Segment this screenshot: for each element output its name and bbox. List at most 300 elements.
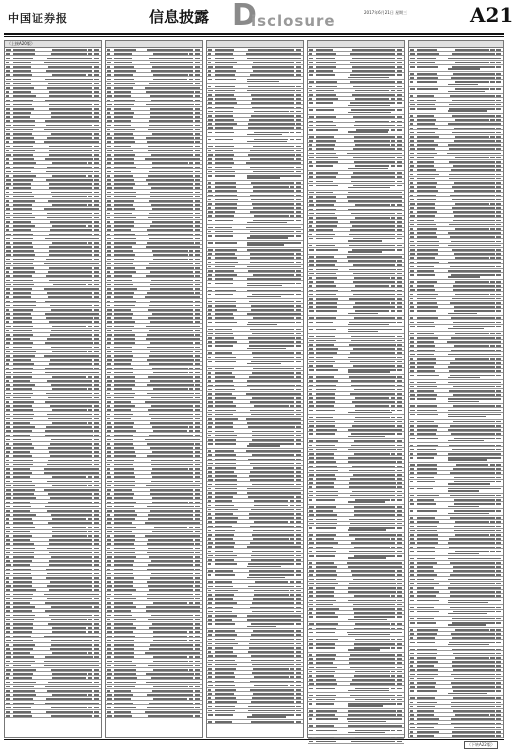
cell-text bbox=[88, 213, 93, 215]
cell-text bbox=[114, 690, 132, 692]
cell-text bbox=[417, 95, 434, 97]
cell-text bbox=[296, 546, 301, 548]
cell-text bbox=[490, 132, 495, 134]
cell-text bbox=[316, 623, 338, 625]
cell-text bbox=[397, 491, 402, 493]
cell-text bbox=[147, 552, 194, 554]
cell-text bbox=[208, 676, 212, 678]
cell-text bbox=[353, 148, 392, 150]
cell-text bbox=[215, 139, 233, 141]
cell-text bbox=[247, 290, 296, 292]
cell-text bbox=[397, 632, 402, 634]
cell-text bbox=[148, 585, 193, 587]
cell-text bbox=[309, 109, 313, 111]
cell-text bbox=[455, 333, 490, 335]
cell-text bbox=[88, 326, 93, 328]
cell-text bbox=[195, 623, 200, 625]
cell-text bbox=[316, 172, 339, 174]
cell-text bbox=[410, 682, 414, 684]
cell-text bbox=[448, 506, 478, 507]
cell-text bbox=[13, 615, 35, 617]
cell-text bbox=[13, 401, 34, 403]
cell-text bbox=[316, 125, 337, 127]
cell-text bbox=[215, 167, 233, 169]
cell-text bbox=[316, 551, 336, 553]
cell-text bbox=[290, 329, 295, 331]
cell-text bbox=[6, 359, 10, 361]
cell-text bbox=[88, 514, 93, 516]
cell-text bbox=[391, 741, 396, 743]
cell-text bbox=[94, 393, 99, 395]
cell-text bbox=[355, 699, 390, 701]
cell-text bbox=[94, 305, 99, 307]
cell-text bbox=[452, 132, 492, 134]
cell-text bbox=[6, 49, 11, 51]
cell-text bbox=[410, 723, 414, 725]
cell-text bbox=[410, 600, 414, 602]
cell-text bbox=[208, 79, 212, 81]
cell-text bbox=[350, 221, 394, 223]
cell-text bbox=[391, 486, 396, 488]
cell-text bbox=[391, 121, 396, 123]
cell-text bbox=[107, 615, 111, 617]
cell-text bbox=[107, 250, 111, 252]
cell-text bbox=[195, 187, 200, 189]
cell-text bbox=[189, 326, 194, 328]
cell-text bbox=[309, 369, 314, 371]
cell-text bbox=[189, 468, 194, 470]
cell-text bbox=[247, 81, 279, 82]
cell-text bbox=[215, 203, 238, 205]
cell-text bbox=[208, 372, 211, 374]
cell-text bbox=[417, 547, 436, 549]
cell-text bbox=[13, 246, 34, 248]
cell-text bbox=[208, 517, 212, 519]
cell-text bbox=[215, 668, 236, 670]
cell-text bbox=[391, 298, 396, 300]
cell-text bbox=[195, 564, 200, 566]
cell-text bbox=[417, 174, 439, 176]
cell-text bbox=[349, 234, 395, 236]
cell-text bbox=[490, 665, 495, 667]
cell-text bbox=[397, 429, 402, 431]
cell-text bbox=[410, 58, 415, 60]
cell-text bbox=[417, 132, 435, 134]
disclosure-table-column-4 bbox=[307, 40, 405, 738]
cell-text bbox=[189, 254, 194, 256]
cell-text bbox=[6, 317, 10, 319]
cell-text bbox=[391, 129, 396, 131]
cell-text bbox=[354, 277, 390, 279]
cell-text bbox=[417, 285, 435, 287]
cell-text bbox=[309, 352, 314, 354]
cell-text bbox=[309, 221, 313, 223]
cell-text bbox=[391, 49, 396, 51]
cell-text bbox=[107, 418, 110, 420]
cell-text bbox=[417, 228, 437, 230]
cell-text bbox=[309, 579, 314, 581]
table-row bbox=[308, 101, 404, 108]
cell-text bbox=[13, 531, 30, 533]
cell-text bbox=[249, 570, 293, 572]
cell-text bbox=[49, 250, 90, 252]
cell-text bbox=[52, 422, 87, 424]
cell-text bbox=[48, 397, 91, 399]
cell-text bbox=[152, 476, 190, 478]
cell-text bbox=[215, 235, 233, 237]
cell-text bbox=[490, 429, 495, 431]
cell-text bbox=[52, 485, 88, 487]
cell-text bbox=[316, 616, 338, 618]
cell-text bbox=[189, 627, 194, 629]
cell-text bbox=[189, 615, 194, 617]
cell-text bbox=[88, 284, 93, 286]
cell-text bbox=[353, 264, 392, 266]
cell-text bbox=[195, 200, 200, 202]
cell-text bbox=[49, 91, 90, 93]
cell-text bbox=[316, 357, 333, 359]
cell-text bbox=[253, 530, 290, 532]
cell-text bbox=[215, 689, 236, 691]
cell-text bbox=[490, 642, 495, 644]
cell-text bbox=[496, 618, 501, 620]
cell-text bbox=[215, 488, 237, 490]
cell-text bbox=[88, 225, 93, 227]
cell-text bbox=[450, 425, 493, 427]
cell-text bbox=[107, 330, 111, 332]
cell-text bbox=[316, 238, 334, 240]
cell-text bbox=[417, 266, 435, 268]
cell-text bbox=[309, 317, 314, 319]
cell-text bbox=[13, 271, 36, 273]
cell-text bbox=[215, 655, 237, 657]
cell-text bbox=[88, 497, 93, 499]
cell-text bbox=[309, 429, 313, 431]
cell-text bbox=[13, 677, 33, 679]
cell-text bbox=[189, 238, 194, 240]
table-row bbox=[409, 509, 503, 516]
cell-text bbox=[397, 688, 402, 690]
cell-text bbox=[148, 539, 193, 541]
cell-text bbox=[290, 651, 295, 653]
cell-text bbox=[195, 522, 200, 524]
cell-text bbox=[391, 269, 396, 271]
cell-text bbox=[496, 207, 501, 209]
cell-text bbox=[114, 347, 132, 349]
cell-text bbox=[309, 555, 314, 557]
cell-text bbox=[410, 438, 415, 440]
cell-text bbox=[290, 418, 295, 420]
cell-text bbox=[208, 651, 211, 653]
cell-text bbox=[296, 450, 301, 452]
cell-text bbox=[208, 352, 212, 354]
cell-text bbox=[296, 619, 301, 621]
cell-text bbox=[490, 148, 495, 150]
cell-text bbox=[195, 242, 200, 244]
cell-text bbox=[114, 414, 133, 416]
cell-text bbox=[490, 410, 495, 412]
cell-text bbox=[449, 224, 496, 226]
cell-text bbox=[94, 74, 99, 76]
cell-text bbox=[448, 513, 489, 514]
cell-text bbox=[296, 231, 301, 233]
cell-text bbox=[453, 710, 492, 712]
cell-text bbox=[13, 577, 33, 579]
cell-text bbox=[354, 675, 390, 677]
cell-text bbox=[296, 623, 301, 625]
cell-text bbox=[316, 348, 338, 350]
cell-text bbox=[351, 385, 394, 387]
cell-text bbox=[453, 165, 491, 167]
cell-text bbox=[195, 439, 200, 441]
cell-text bbox=[410, 727, 415, 729]
cell-text bbox=[189, 489, 194, 491]
cell-text bbox=[114, 146, 132, 148]
cell-text bbox=[151, 418, 190, 420]
cell-text bbox=[309, 102, 313, 104]
cell-text bbox=[215, 322, 237, 324]
cell-text bbox=[6, 58, 10, 60]
cell-text bbox=[496, 697, 501, 699]
cell-text bbox=[316, 695, 336, 697]
cell-text bbox=[88, 254, 93, 256]
cell-text bbox=[391, 695, 396, 697]
cell-text bbox=[88, 686, 93, 688]
cell-text bbox=[496, 289, 501, 291]
cell-text bbox=[107, 489, 111, 491]
cell-text bbox=[215, 345, 233, 347]
cell-text bbox=[114, 707, 137, 709]
cell-text bbox=[46, 275, 92, 277]
cell-text bbox=[195, 196, 200, 198]
cell-text bbox=[410, 199, 414, 201]
cell-text bbox=[316, 192, 334, 194]
cell-text bbox=[309, 209, 313, 211]
cell-text bbox=[189, 53, 194, 55]
cell-text bbox=[316, 718, 338, 720]
cell-text bbox=[296, 443, 301, 445]
cell-text bbox=[417, 49, 438, 51]
cell-text bbox=[391, 249, 396, 251]
cell-text bbox=[49, 539, 89, 541]
cell-text bbox=[309, 587, 313, 589]
cell-text bbox=[417, 289, 435, 291]
cell-text bbox=[13, 426, 35, 428]
cell-text bbox=[6, 100, 10, 102]
cell-text bbox=[490, 607, 495, 609]
cell-text bbox=[47, 338, 93, 340]
cell-text bbox=[391, 466, 396, 468]
cell-text bbox=[397, 157, 402, 159]
cell-text bbox=[94, 284, 99, 286]
cell-text bbox=[94, 673, 99, 675]
cell-text bbox=[114, 120, 132, 122]
cell-text bbox=[195, 380, 200, 382]
cell-text bbox=[51, 192, 88, 194]
cell-text bbox=[316, 604, 333, 606]
cell-text bbox=[88, 388, 93, 390]
cell-text bbox=[397, 566, 402, 568]
cell-text bbox=[251, 182, 292, 184]
cell-text bbox=[397, 200, 402, 202]
cell-text bbox=[88, 368, 93, 370]
cell-text bbox=[6, 167, 10, 169]
cell-text bbox=[397, 616, 402, 618]
cell-text bbox=[52, 476, 86, 478]
cell-text bbox=[410, 228, 413, 230]
cell-text bbox=[453, 421, 492, 423]
cell-text bbox=[189, 548, 194, 550]
cell-text bbox=[309, 273, 314, 275]
cell-text bbox=[455, 157, 488, 159]
cell-text bbox=[151, 397, 189, 399]
cell-text bbox=[496, 157, 501, 159]
cell-text bbox=[150, 380, 192, 382]
cell-text bbox=[107, 493, 110, 495]
cell-text bbox=[391, 74, 396, 76]
cell-text bbox=[149, 83, 191, 85]
cell-text bbox=[6, 263, 11, 265]
cell-text bbox=[195, 430, 200, 432]
cell-text bbox=[496, 220, 501, 222]
cell-text bbox=[148, 376, 194, 378]
cell-text bbox=[309, 514, 314, 516]
cell-text bbox=[410, 294, 413, 296]
cell-text bbox=[208, 211, 213, 213]
cell-text bbox=[114, 682, 136, 684]
cell-text bbox=[349, 482, 396, 484]
cell-text bbox=[189, 414, 194, 416]
cell-text bbox=[13, 514, 36, 516]
cell-text bbox=[309, 306, 313, 308]
cell-text bbox=[296, 317, 301, 319]
cell-text bbox=[114, 129, 135, 131]
cell-text bbox=[189, 384, 194, 386]
cell-text bbox=[208, 401, 213, 403]
cell-text bbox=[397, 647, 402, 649]
cell-text bbox=[496, 119, 501, 121]
cell-text bbox=[309, 730, 313, 732]
cell-text bbox=[448, 276, 479, 277]
cell-text bbox=[309, 519, 313, 521]
cell-text bbox=[48, 66, 90, 68]
cell-text bbox=[6, 610, 10, 612]
cell-text bbox=[195, 326, 200, 328]
cell-text bbox=[13, 254, 35, 256]
cell-text bbox=[88, 288, 93, 290]
cell-text bbox=[247, 619, 296, 621]
cell-text bbox=[149, 213, 191, 215]
cell-text bbox=[490, 382, 495, 384]
cell-text bbox=[417, 186, 437, 188]
cell-text bbox=[94, 263, 99, 265]
cell-text bbox=[290, 257, 295, 259]
cell-text bbox=[88, 556, 93, 558]
cell-text bbox=[296, 672, 301, 674]
cell-text bbox=[151, 204, 190, 206]
cell-text bbox=[13, 334, 33, 336]
cell-text bbox=[114, 221, 135, 223]
cell-text bbox=[215, 270, 234, 272]
cell-text bbox=[189, 66, 194, 68]
cell-text bbox=[296, 182, 301, 184]
cell-text bbox=[114, 564, 133, 566]
cell-text bbox=[13, 631, 32, 633]
cell-text bbox=[417, 562, 438, 564]
cell-text bbox=[348, 313, 378, 314]
cell-text bbox=[6, 539, 10, 541]
cell-text bbox=[13, 472, 33, 474]
cell-text bbox=[251, 94, 292, 96]
cell-text bbox=[13, 405, 32, 407]
cell-text bbox=[94, 330, 99, 332]
cell-text bbox=[6, 531, 10, 533]
cell-text bbox=[296, 410, 301, 412]
cell-text bbox=[208, 630, 213, 632]
cell-text bbox=[410, 345, 414, 347]
cell-text bbox=[410, 119, 414, 121]
cell-text bbox=[490, 390, 495, 392]
cell-text bbox=[107, 363, 111, 365]
cell-text bbox=[290, 235, 295, 237]
cell-text bbox=[13, 669, 36, 671]
cell-text bbox=[195, 179, 200, 181]
cell-text bbox=[290, 443, 295, 445]
cell-text bbox=[349, 519, 395, 521]
cell-text bbox=[215, 555, 237, 557]
cell-text bbox=[309, 667, 314, 669]
cell-text bbox=[490, 637, 495, 639]
table-row bbox=[308, 309, 404, 316]
cell-text bbox=[316, 453, 334, 455]
cell-text bbox=[251, 559, 292, 561]
cell-text bbox=[189, 146, 194, 148]
cell-text bbox=[316, 639, 338, 641]
cell-text bbox=[150, 271, 192, 273]
cell-text bbox=[114, 242, 136, 244]
cell-text bbox=[88, 74, 93, 76]
cell-text bbox=[208, 385, 213, 387]
cell-text bbox=[296, 115, 301, 117]
cell-text bbox=[189, 87, 194, 89]
cell-text bbox=[114, 573, 133, 575]
cell-text bbox=[13, 422, 30, 424]
cell-text bbox=[296, 475, 301, 477]
cell-text bbox=[195, 669, 200, 671]
cell-text bbox=[195, 120, 200, 122]
cell-text bbox=[451, 682, 493, 684]
cell-text bbox=[296, 521, 301, 523]
cell-text bbox=[189, 426, 194, 428]
cell-text bbox=[410, 558, 414, 560]
cell-text bbox=[309, 238, 313, 240]
cell-text bbox=[88, 280, 93, 282]
cell-text bbox=[149, 125, 191, 127]
cell-text bbox=[195, 531, 200, 533]
cell-text bbox=[13, 146, 33, 148]
cell-text bbox=[13, 234, 33, 236]
cell-text bbox=[309, 245, 312, 247]
cell-text bbox=[6, 560, 10, 562]
cell-text bbox=[391, 675, 396, 677]
cell-text bbox=[351, 741, 393, 743]
table-row bbox=[308, 368, 404, 375]
cell-text bbox=[52, 326, 86, 328]
cell-text bbox=[417, 517, 435, 519]
cell-text bbox=[452, 449, 493, 451]
cell-text bbox=[88, 242, 93, 244]
cell-text bbox=[496, 551, 501, 553]
